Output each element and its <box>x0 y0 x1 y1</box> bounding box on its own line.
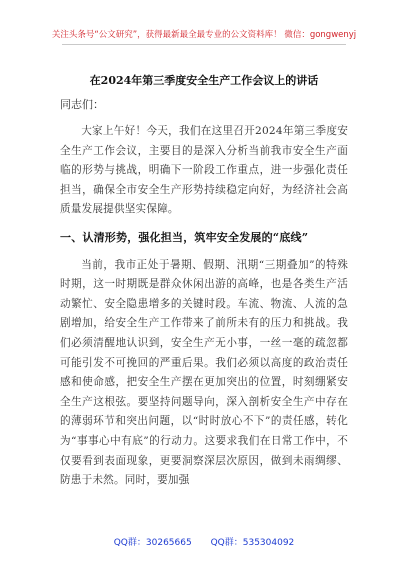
header-banner: 关注头条号“公文研究”，获得最新最全最专业的公文资料库！ 微信：gongwenyj <box>51 30 357 40</box>
section-heading: 一、认清形势，强化担当，筑牢安全发展的“底线” <box>60 230 309 244</box>
document-body <box>60 122 348 491</box>
footer-qq-group-2: QQ群：535304092 <box>210 538 295 548</box>
header-divider <box>62 44 346 45</box>
section-paragraph: 当前，我市正处于暑期、假期、汛期“三期叠加”的特殊时期，这一时期既是群众休闲出游的高峰，也是各类生产活动繁忙、安全隐患增多的关键时段。车流、物流、人流的急剧增加，给安全生产工作带来了前所未有的压力和挑战。我们必须清醒地认识到，安全生产无小事，一丝一毫的疏忽都可能引发不可挽回的严重后果。我们必须以高度的政治责任感和使命感，把安全生产摆在更加突出的位置，时刻绷紧安全生产这根弦。要坚持问题导向，深入剖析安全生产中存在的薄弱环节和突出问题，以“时时放心不下”的责任感，转化为“事事心中有底”的行动力。这要求我们在日常工作中，不仅要看到表面现象，更要洞察深层次原因，做到未雨绸缪、防患于未然。同时，要加强 <box>60 258 348 487</box>
opening-paragraph: 大家上午好！今天，我们在这里召开2024年第三季度安全生产工作会议，主要目的是深入分析当前我市安全生产面临的形势与挑战，明确下一阶段工作重点，进一步强化责任担当，确保全市安全生产形势持续稳定向好，为经济社会高质量发展提供坚实保障。 <box>60 125 348 216</box>
salutation: 同志们： <box>60 98 104 111</box>
footer-contacts <box>0 535 408 548</box>
footer-qq-group-1: QQ群：30265665 <box>113 538 192 548</box>
document-title: 在2024年第三季度安全生产工作会议上的讲话 <box>89 74 319 87</box>
